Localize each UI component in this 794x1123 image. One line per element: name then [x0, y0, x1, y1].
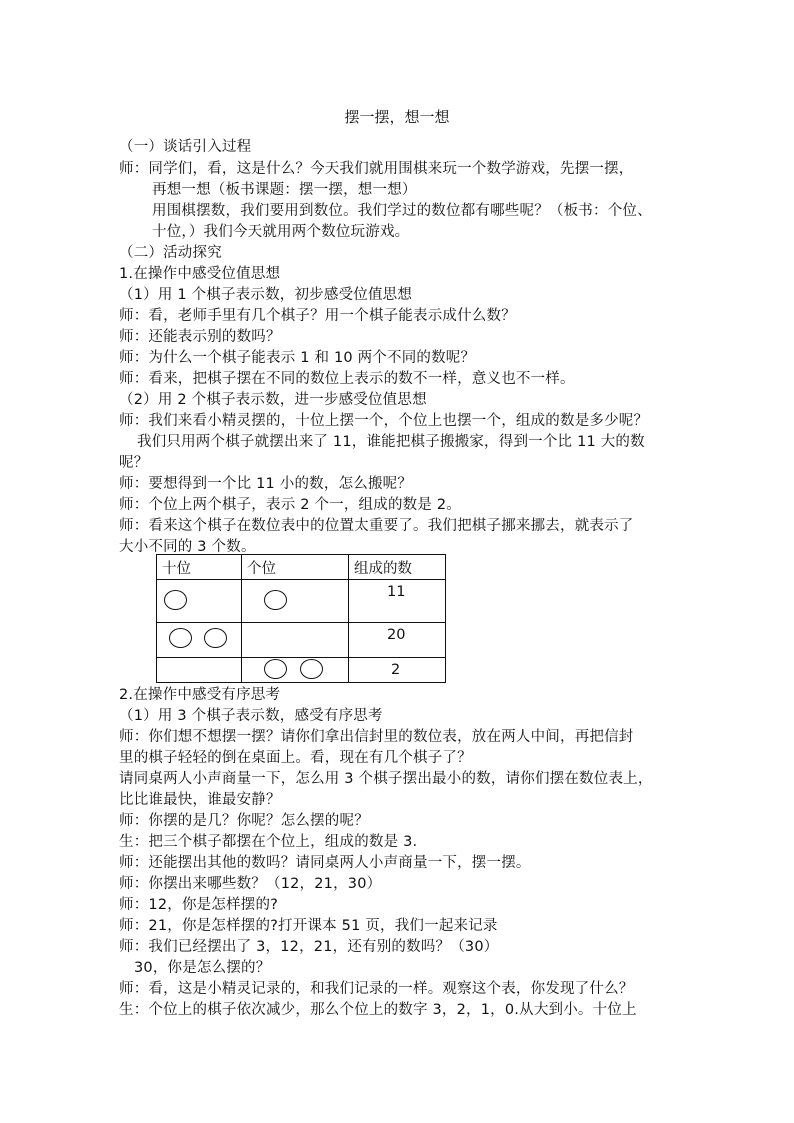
text-line: 请同桌两人小声商量一下，怎么用 3 个棋子摆出最小的数，请你们摆在数位表上，	[119, 771, 653, 787]
go-stone-icon	[264, 659, 287, 679]
composed-number: 11	[387, 584, 406, 600]
subsection-heading: 1.在操作中感受位值思想	[119, 266, 281, 282]
subsection-heading: （2）用 2 个棋子表示数，进一步感受位值思想	[119, 392, 427, 408]
table-row	[157, 623, 446, 658]
text-line: 生：把三个棋子都摆在个位上，组成的数是 3.	[119, 834, 418, 850]
text-line: 师：你摆的是几？你呢？怎么摆的呢？	[119, 813, 369, 829]
go-stone-icon	[169, 628, 192, 648]
text-line: 生：个位上的棋子依次减少，那么个位上的数字 3，2，1，0.从大到小。十位上	[119, 1002, 637, 1018]
text-line: 比比谁最快，谁最安静？	[119, 792, 281, 808]
text-line: 我们只用两个棋子就摆出来了 11，谁能把棋子搬搬家，得到一个比 11 大的数	[137, 434, 645, 450]
text-line: 用围棋摆数，我们要用到数位。我们学过的数位都有哪些呢？（板书：个位、	[152, 203, 652, 219]
table-row	[157, 658, 446, 683]
text-line: 师：你摆出来哪些数？（12，21，30）	[119, 876, 382, 892]
text-line: 师：看，这是小精灵记录的，和我们记录的一样。观察这个表，你发现了什么？	[119, 981, 634, 997]
section-heading: （二）活动探究	[119, 245, 222, 261]
text-line: 师：为什么一个棋子能表示 1 和 10 两个不同的数呢？	[119, 350, 476, 366]
section-heading: （一）谈话引入过程	[119, 139, 252, 155]
text-line: 师：看，老师手里有几个棋子？用一个棋子能表示成什么数？	[119, 308, 516, 324]
header-tens: 十位	[162, 561, 191, 577]
subsection-heading: （1）用 1 个棋子表示数，初步感受位值思想	[119, 287, 413, 303]
header-ones: 个位	[247, 561, 276, 577]
table-row	[157, 580, 446, 623]
text-line: 师：我们已经摆出了 3，12，21，还有别的数吗？（30）	[119, 939, 499, 955]
text-line: 里的棋子轻轻的倒在桌面上。看，现在有几个棋子了？	[119, 750, 472, 766]
text-line: 师：我们来看小精灵摆的，十位上摆一个，个位上也摆一个，组成的数是多少呢？	[119, 413, 649, 429]
text-line: 师：21，你是怎样摆的?打开课本 51 页，我们一起来记录	[119, 918, 498, 934]
text-line: 师：要想得到一个比 11 小的数，怎么搬呢？	[119, 476, 413, 492]
text-line: 师：还能摆出其他的数吗？请同桌两人小声商量一下，摆一摆。	[119, 855, 531, 871]
composed-number: 20	[387, 627, 406, 643]
text-line: 师：个位上两个棋子，表示 2 个一，组成的数是 2。	[119, 497, 461, 513]
text-line: 师：你们想不想摆一摆？请你们拿出信封里的数位表，放在两人中间，再把信封	[119, 729, 634, 745]
go-stone-icon	[164, 590, 187, 610]
subsection-heading: （1）用 3 个棋子表示数，感受有序思考	[119, 708, 383, 724]
go-stone-icon	[300, 659, 323, 679]
composed-number: 2	[391, 662, 401, 678]
text-line: 师：同学们，看，这是什么？今天我们就用围棋来玩一个数学游戏，先摆一摆，	[119, 161, 634, 177]
document-title: 摆一摆，想一想	[344, 108, 450, 126]
subsection-heading: 2.在操作中感受有序思考	[119, 687, 281, 703]
text-line: 再想一想（板书课题：摆一摆，想一想）	[152, 182, 417, 198]
go-stone-icon	[264, 590, 287, 610]
text-line: 十位，）我们今天就用两个数位玩游戏。	[152, 224, 410, 240]
place-value-table	[156, 554, 446, 683]
go-stone-icon	[204, 628, 227, 648]
text-line: 呢？	[119, 455, 149, 471]
text-line: 师：看来这个棋子在数位表中的位置太重要了。我们把棋子挪来挪去，就表示了	[119, 518, 634, 534]
header-number: 组成的数	[354, 561, 412, 577]
text-line: 师：12，你是怎样摆的?	[119, 897, 279, 913]
text-line: 师：看来，把棋子摆在不同的数位上表示的数不一样，意义也不一样。	[119, 371, 575, 387]
text-line: 师：还能表示别的数吗？	[119, 329, 281, 345]
text-line: 大小不同的 3 个数。	[119, 539, 256, 555]
text-line: 30，你是怎么摆的？	[134, 960, 271, 976]
